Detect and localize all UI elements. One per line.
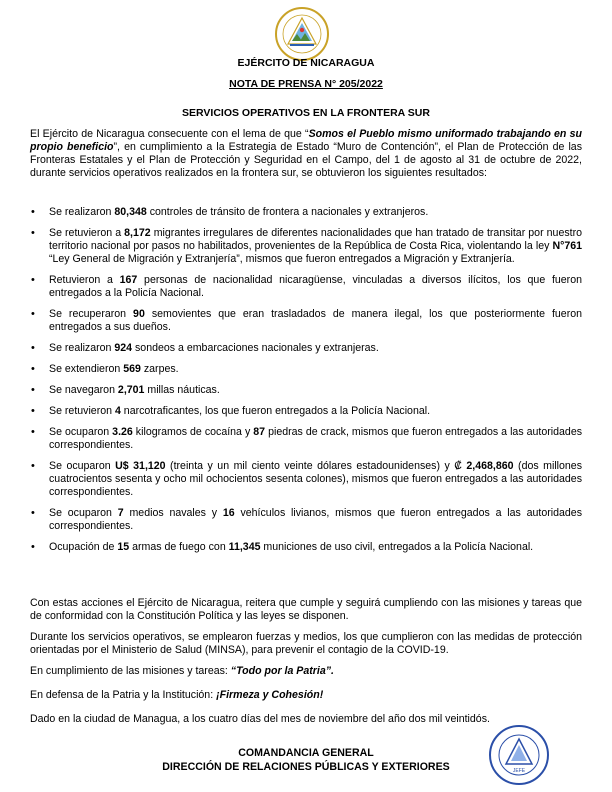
svg-text:JEFE: JEFE: [512, 768, 526, 774]
list-item: • Se realizaron 80,348 controles de tránsito de frontera a nacionales y extranjeros.: [30, 206, 582, 219]
closing-paragraph-commitment: Con estas acciones el Ejército de Nicaragua, reitera que cumple y seguirá cumpliendo con las misiones y tareas que de conformidad con la Constitución Política y las leyes se disponen.: [30, 597, 582, 622]
list-item: • Se recuperaron 90 semovientes que eran trasladados de manera ilegal, los que posteriormente fueron entregados a sus dueños.: [30, 308, 582, 334]
signature-line-2: DIRECCIÓN DE RELACIONES PÚBLICAS Y EXTERIORES: [162, 761, 450, 773]
list-item: • Ocupación de 15 armas de fuego con 11,345 municiones de uso civil, entregados a la Policía Nacional.: [30, 541, 582, 554]
list-item: • Se ocuparon 3.26 kilogramos de cocaína y 87 piedras de crack, mismos que fueron entregados a las autoridades correspondientes.: [30, 426, 582, 452]
nicaragua-coat-of-arms-seal: [270, 6, 334, 62]
list-item: • Se navegaron 2,701 millas náuticas.: [30, 384, 582, 397]
closing-paragraph-covid: Durante los servicios operativos, se emplearon fuerzas y medios, los que cumplieron con las medidas de protección orientadas por el Ministerio de Salud (MINSA), para prevenir el contagio de la COVID-19.: [30, 631, 582, 656]
intro-paragraph: El Ejército de Nicaragua consecuente con el lema de que “Somos el Pueblo mismo uniformado trabajando en su propio beneficio”, en cumplimiento a la Estrategia de Estado “Muro de Contención”, el Plan de Protección de las Fronteras Estatales y el Plan de Protección y Seguridad en el Campo, del 1 de agosto al 31 de octubre de 2022, durante servicios operativos realizados en la frontera sur, se obtuvieron los siguientes resultados:: [30, 128, 582, 179]
document-title: SERVICIOS OPERATIVOS EN LA FRONTERA SUR: [182, 107, 430, 119]
list-item: • Se retuvieron a 8,172 migrantes irregulares de diferentes nacionalidades que han tratado de transitar por nuestro territorio nacional por pasos no habilitados, provenientes de la República de Costa Rica, violentando la ley N°761 “Ley General de Migración y Extranjería”, mismos que fueron entregados a Migración y Extranjería.: [30, 227, 582, 266]
press-release-number: NOTA DE PRENSA N° 205/2022: [229, 78, 383, 90]
list-item: • Se ocuparon 7 medios navales y 16 vehículos livianos, mismos que fueron entregados a las autoridades correspondientes.: [30, 507, 582, 533]
list-item: • Se retuvieron 4 narcotraficantes, los que fueron entregados a la Policía Nacional.: [30, 405, 582, 418]
motto-line-firmeza: En defensa de la Patria y la Institución: ¡Firmeza y Cohesión!: [30, 689, 324, 701]
signature-line-1: COMANDANCIA GENERAL: [238, 747, 374, 759]
date-line: Dado en la ciudad de Managua, a los cuatro días del mes de noviembre del año dos mil veintidós.: [30, 713, 490, 725]
results-list: [30, 206, 582, 562]
list-item: • Retuvieron a 167 personas de nacionalidad nicaragüense, vinculadas a diversos ilícitos, los que fueron entregados a la Policía Nacional.: [30, 274, 582, 300]
list-item: • Se realizaron 924 sondeos a embarcaciones nacionales y extranjeras.: [30, 342, 582, 355]
organization-heading: EJÉRCITO DE NICARAGUA: [237, 57, 375, 69]
list-item: • Se extendieron 569 zarpes.: [30, 363, 582, 376]
army-stamp-seal: [486, 724, 552, 786]
list-item: • Se ocuparon U$ 31,120 (treinta y un mil ciento veinte dólares estadounidenses) y ₡ 2,468,860 (dos millones cuatrocientos sesenta y ocho mil ochocientos sesenta colones), mismos que fueron entregados a las autoridades correspondientes.: [30, 460, 582, 499]
motto-line-patria: En cumplimiento de las misiones y tareas: “Todo por la Patria”.: [30, 665, 334, 677]
